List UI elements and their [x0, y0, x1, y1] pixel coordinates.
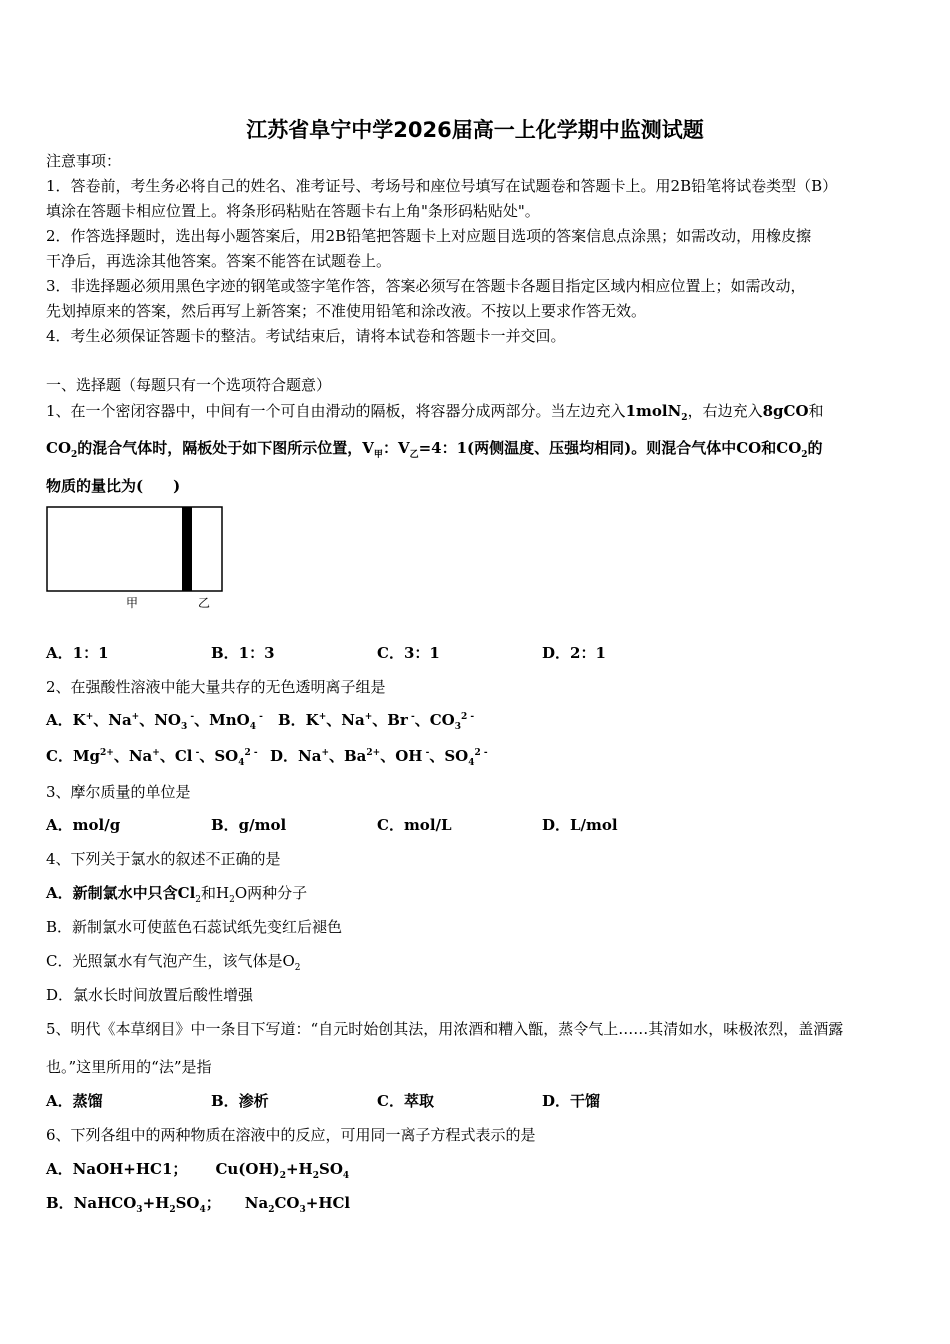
- q3-option-c[interactable]: C．mol/L: [377, 816, 452, 834]
- ion: B．K: [278, 711, 319, 729]
- q1-sub: 乙: [409, 450, 419, 460]
- ion: 、Cl: [159, 747, 193, 765]
- ion: 、NO: [139, 711, 181, 729]
- label-yi: 乙: [197, 596, 211, 610]
- q1-sub: 2: [71, 450, 78, 460]
- q4-stem: 4、下列关于氯水的叙述不正确的是: [46, 850, 281, 868]
- ion: 、Na: [113, 747, 153, 765]
- q6-option-b[interactable]: [46, 1193, 350, 1213]
- charge: 2+: [366, 748, 381, 758]
- subscript: 3: [454, 722, 461, 732]
- q5-option-c[interactable]: C．萃取: [377, 1092, 434, 1110]
- q1-text: ，右边充入: [687, 402, 763, 420]
- option-text: Na: [244, 1194, 269, 1212]
- option-text: O两种分子: [234, 884, 308, 902]
- charge: +: [321, 748, 329, 758]
- subscript: 3: [181, 722, 188, 732]
- option-text: C．光照氯水有气泡产生，该气体是O: [46, 952, 295, 970]
- subscript: 2: [169, 1205, 176, 1215]
- q1-text: 8gCO: [762, 402, 809, 420]
- ion: 、SO: [199, 747, 239, 765]
- subscript: 4: [342, 1171, 350, 1181]
- q2-option-d[interactable]: [270, 746, 488, 766]
- q4-option-c[interactable]: [46, 951, 301, 971]
- q1-option-a[interactable]: A．1：1: [46, 644, 109, 662]
- q4-option-b[interactable]: B．新制氯水可使蓝色石蕊试纸先变红后褪色: [46, 918, 343, 936]
- q4-option-a[interactable]: [46, 883, 307, 903]
- option-text: A．NaOH+HC1；: [46, 1160, 188, 1178]
- q1-text: 1molN: [625, 402, 682, 420]
- option-text: B．NaHCO: [46, 1194, 137, 1212]
- notice-line: 干净后，再选涂其他答案。答案不能答在试题卷上。: [46, 252, 392, 270]
- label-jia: 甲: [125, 596, 139, 610]
- q1-text: 和: [808, 402, 824, 420]
- subscript: 4: [468, 758, 475, 768]
- q1-text: 和: [761, 439, 777, 457]
- charge: 2 -: [474, 748, 488, 758]
- q1-sub: 2: [801, 450, 808, 460]
- q1-line-1: [46, 401, 824, 421]
- q1-option-b[interactable]: B．1：3: [211, 644, 275, 662]
- charge: -: [255, 712, 263, 722]
- subscript: 2: [268, 1205, 275, 1215]
- q2-stem: 2、在强酸性溶液中能大量共存的无色透明离子组是: [46, 678, 386, 696]
- option-text: A．新制氯水中只含Cl: [46, 884, 196, 902]
- ion: C．Mg: [46, 747, 101, 765]
- page-title: 江苏省阜宁中学2026届高一上化学期中监测试题: [246, 118, 704, 142]
- ion: 、CO: [414, 711, 455, 729]
- ion: 、Na: [93, 711, 132, 729]
- q1-text: 的: [807, 439, 823, 457]
- container-box: [47, 507, 222, 591]
- q2-option-a[interactable]: [46, 710, 263, 730]
- subscript: 4: [199, 1205, 206, 1215]
- ion: D．Na: [270, 747, 322, 765]
- q3-option-b[interactable]: B．g/mol: [211, 816, 287, 834]
- option-text: +HCl: [305, 1194, 351, 1212]
- notice-heading: 注意事项：: [46, 152, 122, 170]
- charge: +: [85, 712, 94, 722]
- charge: 2 -: [461, 712, 475, 722]
- section-heading: 一、选择题（每题只有一个选项符合题意）: [46, 376, 332, 394]
- container-diagram: [46, 506, 236, 616]
- subscript: 4: [238, 758, 245, 768]
- ion: A．K: [46, 711, 86, 729]
- ion: 、MnO: [194, 711, 250, 729]
- ion: 、SO: [429, 747, 469, 765]
- q1-sub: 2: [681, 413, 688, 423]
- q6-stem: 6、下列各组中的两种物质在溶液中的反应，可用同一离子方程式表示的是: [46, 1126, 536, 1144]
- subscript: 2: [312, 1171, 319, 1181]
- option-text: +H: [142, 1194, 170, 1212]
- q3-option-d[interactable]: D．L/mol: [542, 816, 618, 834]
- q1-text: 1、在一个密闭容器中，中间有一个可自由滑动的隔板，将容器分成两部分。当左边充入: [46, 402, 626, 420]
- charge: -: [192, 748, 200, 758]
- q5-option-d[interactable]: D．干馏: [542, 1092, 601, 1110]
- option-text: SO: [175, 1194, 200, 1212]
- q6-option-a[interactable]: [46, 1159, 349, 1179]
- option-text: CO: [274, 1194, 300, 1212]
- subscript: 2: [279, 1171, 286, 1181]
- q1-option-c[interactable]: C．3：1: [377, 644, 440, 662]
- option-text: 和H: [201, 884, 230, 902]
- q2-option-b[interactable]: [278, 710, 474, 730]
- ion: 、Na: [326, 711, 365, 729]
- partition-plate: [182, 507, 192, 591]
- q1-text: CO: [46, 439, 72, 457]
- notice-line: 3．非选择题必须用黑色字迹的钢笔或签字笔作答，答案必须写在答题卡各题目指定区域内相应位置上；如需改动，: [46, 277, 806, 295]
- q5-option-b[interactable]: B．渗析: [211, 1092, 269, 1110]
- q3-option-a[interactable]: A．mol/g: [46, 816, 121, 834]
- q4-option-d[interactable]: D．氯水长时间放置后酸性增强: [46, 986, 254, 1004]
- notice-line: 先划掉原来的答案，然后再写上新答案；不准使用铅笔和涂改液。不按以上要求作答无效。: [46, 302, 647, 320]
- notice-line: 4．考生必须保证答题卡的整洁。考试结束后，请将本试卷和答题卡一并交回。: [46, 327, 566, 345]
- q1-option-d[interactable]: D．2：1: [542, 644, 606, 662]
- option-text: +H: [285, 1160, 313, 1178]
- charge: -: [187, 712, 195, 722]
- charge: +: [131, 712, 140, 722]
- q1-sub: 甲: [373, 450, 383, 460]
- ion: 、Br: [372, 711, 408, 729]
- subscript: 4: [249, 722, 256, 732]
- notice-line: 2．作答选择题时，选出每小题答案后，用2B铅笔把答题卡上对应题目选项的答案信息点涂黑；如需改动，用橡皮擦: [46, 227, 812, 245]
- q1-text: ：V: [382, 439, 410, 457]
- charge: -: [422, 748, 430, 758]
- q3-stem: 3、摩尔质量的单位是: [46, 783, 191, 801]
- q5-option-a[interactable]: A．蒸馏: [46, 1092, 103, 1110]
- q1-text: CO: [736, 439, 762, 457]
- option-text: ；: [205, 1194, 221, 1212]
- charge: 2+: [100, 748, 114, 758]
- charge: +: [318, 712, 327, 722]
- subscript: 2: [294, 963, 301, 973]
- ion: 、OH: [380, 747, 423, 765]
- subscript: 2: [195, 895, 202, 905]
- q2-option-c[interactable]: [46, 746, 258, 766]
- option-text: Cu(OH): [215, 1160, 280, 1178]
- notice-line: 1．答卷前，考生务必将自己的姓名、准考证号、考场号和座位号填写在试题卷和答题卡上。用2B铅笔将试卷类型（B）: [46, 177, 838, 195]
- q1-text: 的混合气体时，隔板处于如下图所示位置，V: [77, 439, 374, 457]
- q1-line-3: 物质的量比为( ): [46, 477, 181, 495]
- subscript: 2: [229, 895, 235, 905]
- q5-line-1: 5、明代《本草纲目》中一条目下写道：“自元时始创其法，用浓酒和糟入甑，蒸令气上……其清如水，味极浓烈，盖酒露: [46, 1020, 844, 1038]
- q5-line-2: 也。”这里所用的“法”是指: [46, 1058, 212, 1076]
- charge: +: [152, 748, 160, 758]
- q1-text: =4：1(两侧温度、压强均相同)。则混合气体中: [418, 439, 737, 457]
- subscript: 3: [299, 1205, 306, 1215]
- ion: 、Ba: [329, 747, 367, 765]
- charge: +: [364, 712, 373, 722]
- option-text: SO: [319, 1160, 343, 1178]
- charge: -: [407, 712, 415, 722]
- subscript: 3: [136, 1205, 143, 1215]
- charge: 2 -: [244, 748, 258, 758]
- q1-text: CO: [776, 439, 802, 457]
- notice-line: 填涂在答题卡相应位置上。将条形码粘贴在答题卡右上角"条形码粘贴处"。: [46, 202, 540, 220]
- q1-line-2: [46, 438, 823, 458]
